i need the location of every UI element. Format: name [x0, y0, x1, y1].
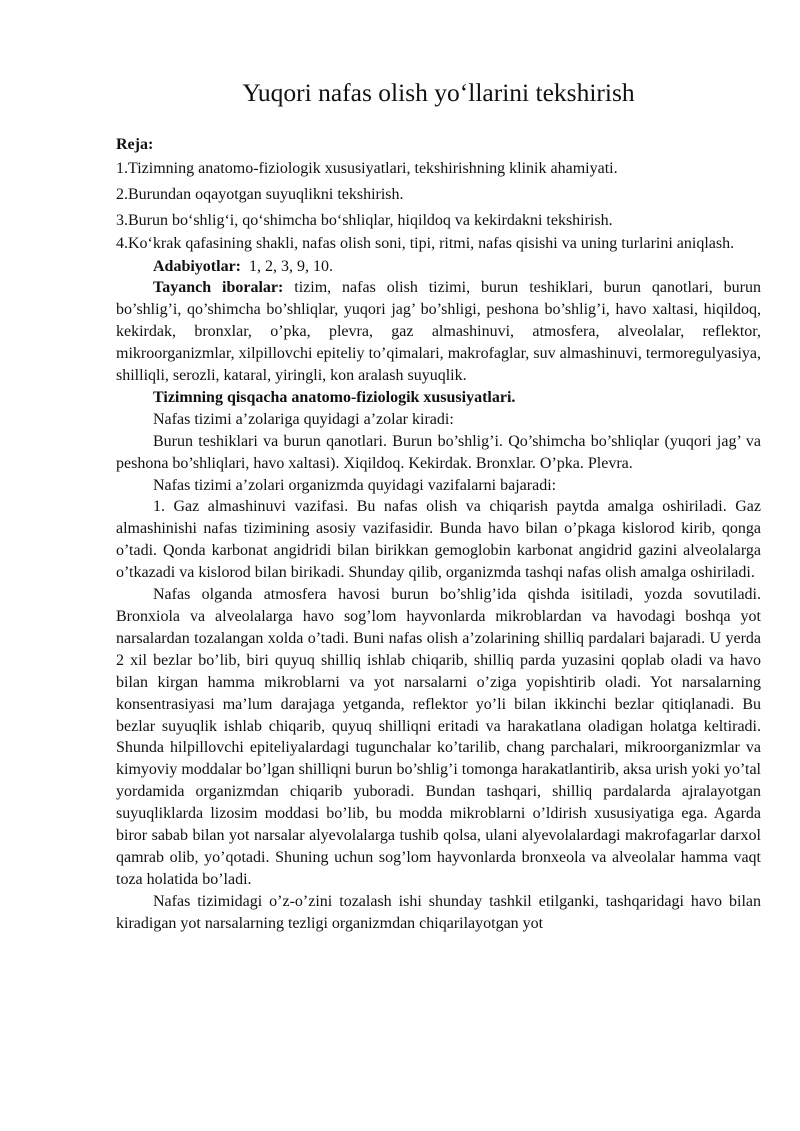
- paragraph: Nafas tizimi a’zolariga quyidagi a’zolar kiradi:: [153, 410, 454, 428]
- page-title: Yuqori nafas olish yo‘llarini tekshirish: [242, 78, 635, 107]
- document-body: [116, 133, 761, 935]
- keywords-paragraph: [116, 277, 761, 387]
- literature-label: Adabiyotlar:: [153, 257, 241, 275]
- literature-value: 1, 2, 3, 9, 10.: [241, 257, 333, 275]
- plan-item: 1.Tizimning anatomo-fiziologik xususiyatlari, tekshirishning klinik ahamiyati.: [116, 159, 618, 177]
- literature-line: [116, 256, 761, 278]
- section-heading: Tizimning qisqacha anatomo-fiziologik xususiyatlari.: [153, 388, 516, 406]
- paragraph: Nafas tizimi a’zolari organizmda quyidagi vazifalarni bajaradi:: [153, 476, 557, 494]
- paragraph: Nafas tizimidagi o’z-o’zini tozalash ishi shunday tashkil etilganki, tashqaridagi havo bilan kiradigan yot narsalarning tezligi organizmdan chiqarilayotgan yot: [116, 892, 761, 932]
- paragraph: Burun teshiklari va burun qanotlari. Burun bo’shlig’i. Qo’shimcha bo’shliqlar (yuqori jag’ va peshona bo’shliqlari, havo xaltasi). Xiqildoq. Kekirdak. Bronxlar. O’pka. Plevra.: [116, 432, 761, 472]
- paragraph: Nafas olganda atmosfera havosi burun bo’shlig’ida qishda isitiladi, yozda sovutiladi. Bronxiola va alveolalarga havo sog’lom hayvonlarda mikroblardan va havodagi boshqa yot narsalardan tozalangan xolda o’tadi. Buni nafas olish a’zolarining shilliq pardalari bajaradi. U yerda 2 xil bezlar bo’lib, biri quyuq shilliq ishlab chiqarib, shilliq parda yuzasini qoplab oladi va havo bilan kirgan hamma mikroblarni va yot narsalarni o’ziga yopishtirib oladi. Yot narsalarning konsentrasiyasi ma’lum darajaga yetganda, reflektor yo’li bilan ikkinchi bezlar qitiqlanadi. Bu bezlar suyuqlik ishlab chiqarib, quyuq shilliqni eritadi va harakatlana oladigan holatga keltiradi. Shunda hilpillovchi epiteliyalardagi tugunchalar ko’tarilib, chang parchalari, mikroorganizmlar va kimyoviy moddalar bo’lgan shilliqni burun bo’shlig’i tomonga harakatlantirib, aksa urish yoki yo’tal yordamida organizmdan chiqarib yuboradi. Bundan tashqari, shilliq pardalarda ajralayotgan suyuqliklarda lizosim moddasi bo’lib, bu modda mikroblarni o’ldirish xususiyatiga ega. Agarda biror sabab bilan yot narsalar alyevolalarga tushib qolsa, ulani alyevolalardagi makrofagarlar darxol qamrab olib, yo’qotadi. Shuning uchun sog’lom hayvonlarda bronxeola va alveolalar hamma vaqt toza holatida bo’ladi.: [116, 586, 761, 888]
- plan-item: 2.Burundan oqayotgan suyuqlikni tekshirish.: [116, 185, 404, 203]
- keywords-text: tizim, nafas olish tizimi, burun teshiklari, burun qanotlari, burun bo’shlig’i, qo’shimcha bo’shliqlar, yuqori jag’ bo’shligi, peshona bo’shlig’i, havo xaltasi, hiqildoq, kekirdak, bronxlar, o’pka, plevra, gaz almashinuvi, atmosfera, alveolalar, reflektor, mikroorganizmlar, xilpillovchi epiteliy to’qimalari, makrofaglar, suv almashinuvi, termoregulyasiya, shilliqli, serozli, kataral, yiringli, kon aralash suyuqlik.: [116, 279, 762, 385]
- keywords-label: Tayanch iboralar:: [153, 279, 284, 297]
- paragraph: 1. Gaz almashinuvi vazifasi. Bu nafas olish va chiqarish paytda amalga oshiriladi. Gaz almashinishi nafas tizimining asosiy vazifasidir. Bunda havo bilan o’pkaga kislorod kirib, qonga o’tadi. Qonda karbonat angidridi bilan birikkan gemoglobin karbonat angidrid gazini alveolalarga o’tkazadi va kislorod bilan birikadi. Shunday qilib, organizmda tashqi nafas olish amalga oshiriladi.: [116, 498, 761, 582]
- plan-item: 4.Ko‘krak qafasining shakli, nafas olish soni, tipi, ritmi, nafas qisishi va uning turlarini aniqlash.: [116, 234, 735, 252]
- plan-item: 3.Burun bo‘shlig‘i, qo‘shimcha bo‘shliqlar, hiqildoq va kekirdakni tekshirish.: [116, 211, 613, 229]
- plan-label: Reja:: [116, 136, 154, 153]
